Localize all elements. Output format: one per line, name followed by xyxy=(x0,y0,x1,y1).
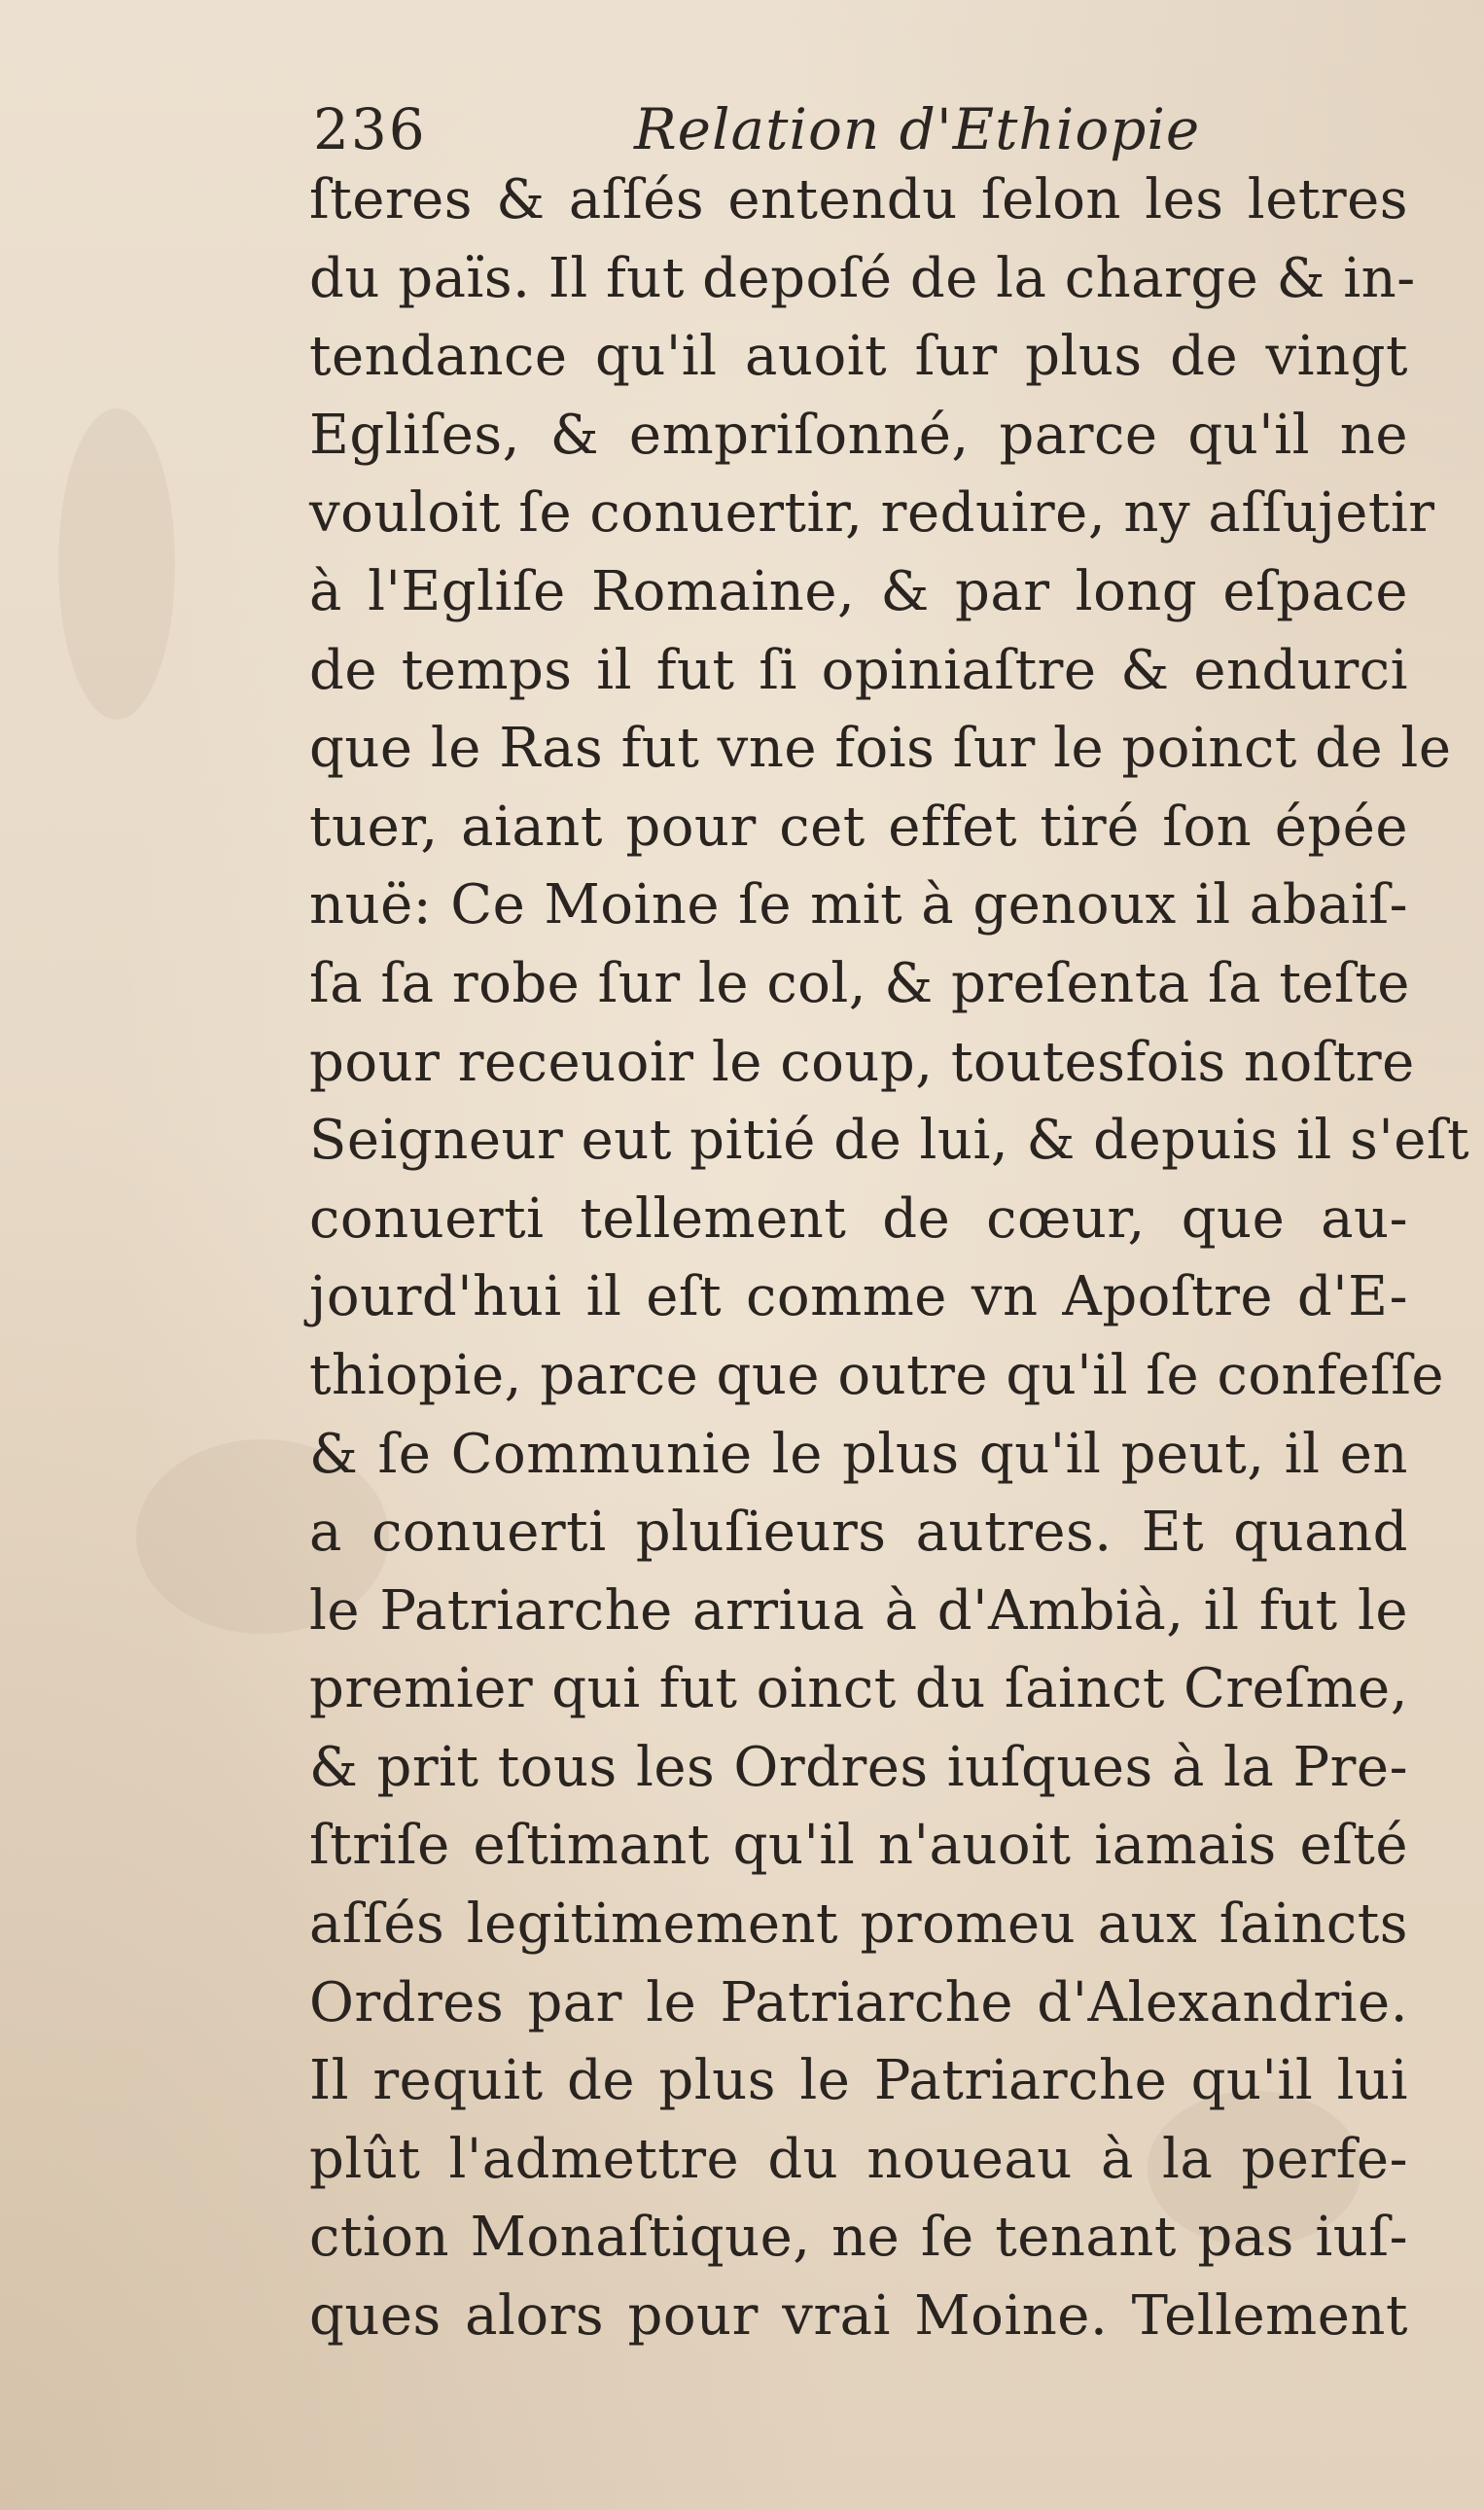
text-line: thiopie, parce que outre qu'il ſe confeſſe xyxy=(309,1343,1445,1407)
text-line: que le Ras fut vne fois ſur le poinct de le xyxy=(309,717,1452,781)
text-line: & prit tous les Ordres iuſques à la Pre- xyxy=(309,1735,1408,1799)
text-line: a conuerti pluſieurs autres. Et quand xyxy=(309,1501,1408,1565)
running-head xyxy=(313,86,1402,173)
text-line: Il requit de plus le Patriarche qu'il lui xyxy=(309,2049,1408,2113)
text-line: conuerti tellement de cœur, que au- xyxy=(309,1186,1408,1251)
text-line: du païs. Il fut depoſé de la charge & in- xyxy=(309,246,1416,310)
text-line: nuë: Ce Moine ſe mit à genoux il abaiſ- xyxy=(309,873,1408,937)
running-title: Relation d'Ethiopie xyxy=(634,96,1201,162)
text-line: jourd'hui il eſt comme vn Apoſtre d'E- xyxy=(309,1265,1408,1329)
text-line: plût l'admettre du noueau à la perfe- xyxy=(309,2127,1408,2191)
text-line: le Patriarche arriua à d'Ambià, il fut le xyxy=(309,1578,1408,1643)
body-text xyxy=(309,161,1470,2356)
text-line: ſtriſe eſtimant qu'il n'auoit iamais eſté xyxy=(309,1814,1408,1878)
text-line: & ſe Communie le plus qu'il peut, il en xyxy=(309,1422,1408,1486)
text-line: de temps il fut ſi opiniaſtre & endurci xyxy=(309,638,1408,702)
paper-stain xyxy=(58,408,175,720)
text-line: ques alors pour vrai Moine. Tellement xyxy=(309,2284,1408,2349)
text-line: pour receuoir le coup, toutesfois noſtre xyxy=(309,1030,1415,1094)
text-line: ſa ſa robe ſur le col, & preſenta ſa teſte xyxy=(309,951,1410,1015)
text-line: vouloit ſe conuertir, reduire, ny aſſujetir xyxy=(309,481,1435,546)
text-line: ction Monaſtique, ne ſe tenant pas iuſ- xyxy=(309,2206,1408,2270)
text-line: tendance qu'il auoit ſur plus de vingt xyxy=(309,325,1408,389)
text-line: Ordres par le Patriarche d'Alexandrie. xyxy=(309,1970,1408,2034)
page-number: 236 xyxy=(313,96,427,162)
text-line: aſſés legitimement promeu aux ſaincts xyxy=(309,1892,1408,1957)
text-line: premier qui fut oinct du ſainct Creſme, xyxy=(309,1657,1408,1721)
text-line: tuer, aiant pour cet effet tiré ſon épée xyxy=(309,795,1408,859)
text-line: à l'Egliſe Romaine, & par long eſpace xyxy=(309,559,1408,623)
text-line: Seigneur eut pitié de lui, & depuis il s'eſt xyxy=(309,1109,1470,1173)
text-line: Egliſes, & empriſonné, parce qu'il ne xyxy=(309,403,1408,467)
text-line: ſteres & aſſés entendu ſelon les letres xyxy=(309,168,1408,231)
